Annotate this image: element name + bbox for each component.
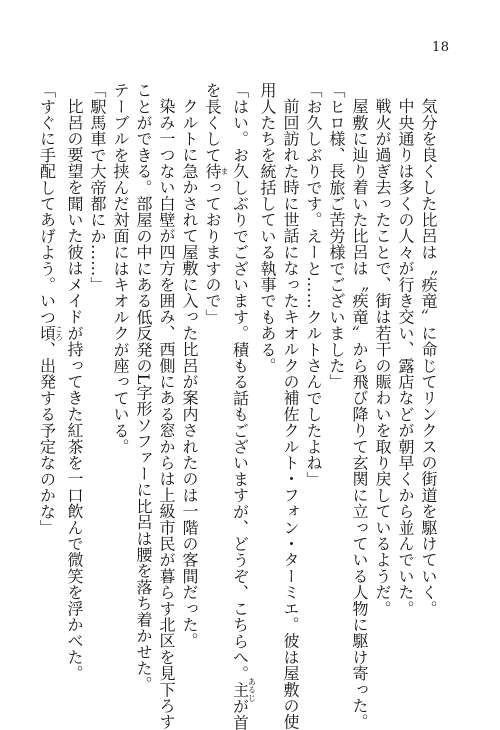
vertical-text-block — [37, 82, 440, 730]
page-number: 18 — [432, 40, 450, 55]
ruby-reading: ころ — [54, 324, 64, 342]
text-line: 「お久しぶりです。えーと……クルトさんでしたよね」 — [304, 82, 323, 487]
text-line: 気分を良くした比呂は〝疾竜〟に命じてリンクスの街道を駆けていく。 — [419, 98, 438, 617]
text-line: テーブルを挟んだ対面にはキオルクが座っている。 — [111, 82, 130, 455]
text-line: 比呂の要望を聞いた彼はメイドが持ってきた紅茶を一口飲んで微笑を浮かべた。 — [65, 98, 84, 682]
text-line: 「はい。お久しぶりでございます。積もる話もございますが、どうぞ、こちらへ。主あるじが首 — [230, 82, 257, 730]
text-line: を長くして待まっておりますので」 — [203, 82, 229, 326]
text-line: 前回訪れた時に世話になったキオルクの補佐クルト・フォン・ターミエ。彼は屋敷の使 — [281, 98, 300, 730]
text-line: 「すぐに手配してあげよう。いつ頃ころ、出発する予定なのかな」 — [37, 82, 64, 536]
text-line: 「駅馬車で大帝都にか……」 — [88, 82, 107, 293]
text-line: 屋敷に辿り着いた比呂は〝疾竜〟から飛び降りて玄関に立っている人物に駆け寄った。 — [350, 98, 369, 730]
text-line: ことができる。部屋の中にある低反発のL字形ソファーに比呂は腰を落ち着かせた。 — [134, 82, 153, 693]
text-line: 中央通りは多くの人々が行き交い、露店などが朝早くから並んでいた。 — [396, 98, 415, 617]
text-line: 戦火が過ぎ去ったことで、街は若干の賑わいを取り戻しているようだ。 — [373, 98, 392, 617]
ruby-reading: ま — [220, 163, 229, 180]
ruby-reading: あるじ — [247, 677, 257, 703]
text-line: クルトに急かされて屋敷に入った比呂が案内されたのは一階の客間だった。 — [180, 98, 199, 649]
text-line: 用人たちを統括している執事でもある。 — [258, 82, 277, 374]
text-line: 「ヒロ様、長旅ご苦労様でございました」 — [327, 82, 346, 390]
text-line: 染み一つない白壁が四方を囲み、西側にある窓からは上級市民が暮らす北区を見下ろす — [157, 98, 176, 730]
